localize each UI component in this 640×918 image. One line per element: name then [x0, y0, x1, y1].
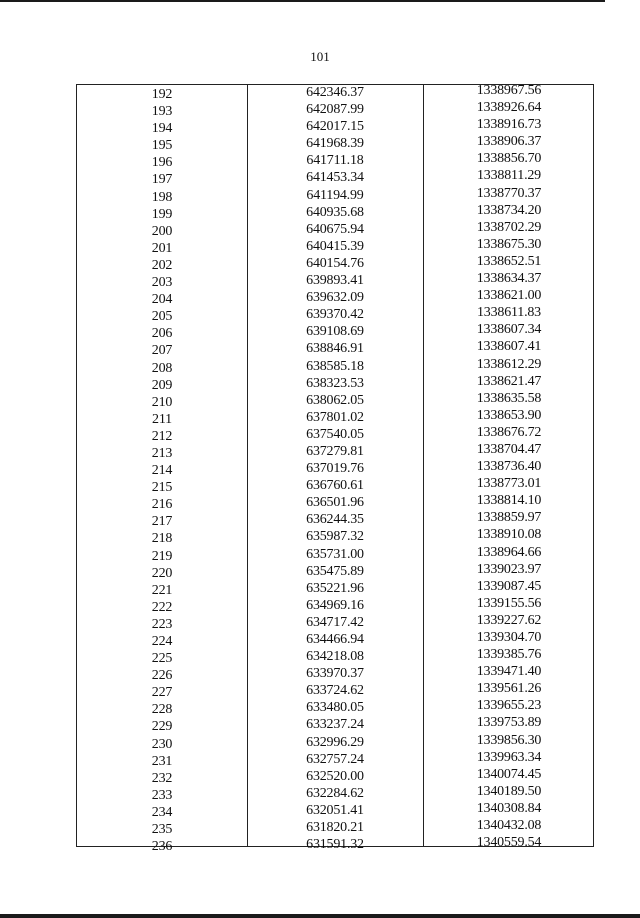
x-coordinate-cell: 636760.61: [306, 478, 364, 494]
point-number-cell: 214: [151, 463, 173, 479]
point-number-cell: 229: [151, 719, 173, 735]
y-coordinate-cell: 1338859.97: [476, 510, 542, 526]
x-coordinate-cell: 635475.89: [306, 563, 364, 579]
x-coordinate-cell: 632757.24: [306, 751, 364, 767]
point-number-cell: 230: [151, 736, 173, 752]
scan-edge-top: [0, 0, 640, 2]
x-coordinate-cell: 639370.42: [306, 307, 364, 323]
point-number-cell: 211: [152, 411, 172, 427]
y-coordinate-cell: 1338814.10: [476, 493, 542, 509]
point-number-cell: 231: [151, 753, 173, 769]
point-number-cell: 212: [151, 428, 173, 444]
point-number-cell: 197: [151, 172, 173, 188]
x-coordinate-cell: 634969.16: [306, 597, 364, 613]
y-coordinate-cell: 1338906.37: [476, 134, 542, 150]
y-coordinate-cell: 1339655.23: [476, 698, 542, 714]
y-coordinate-cell: 1338964.66: [476, 544, 542, 560]
point-number-cell: 198: [151, 189, 173, 205]
y-coordinate-cell: 1338910.08: [476, 527, 542, 543]
y-coordinate-cell: 1339753.89: [476, 715, 542, 731]
x-coordinate-cell: 632051.41: [306, 802, 364, 818]
x-coordinate-cell: 642017.15: [306, 119, 364, 135]
point-number-cell: 221: [151, 582, 173, 598]
point-number-cell: 235: [151, 822, 173, 838]
y-coordinate-cell: 1340189.50: [476, 783, 542, 799]
y-coordinate-cell: 1339385.76: [476, 647, 542, 663]
x-coordinate-cell: 635731.00: [306, 546, 364, 562]
point-number-cell: 194: [151, 121, 173, 137]
x-coordinate-cell: 633237.24: [306, 717, 364, 733]
point-number-cell: 224: [151, 634, 173, 649]
x-coordinate-cell: 634717.42: [306, 614, 364, 630]
point-number-cell: 233: [151, 787, 173, 803]
y-coordinate-cell: 1339561.26: [476, 681, 542, 697]
x-coordinate-cell: 642346.37: [306, 85, 364, 100]
y-coordinate-cell: 1338652.51: [476, 253, 542, 269]
y-coordinate-cell: 1338676.72: [476, 424, 542, 440]
point-number-cell: 205: [151, 309, 173, 325]
table-body: [77, 85, 593, 854]
y-coordinate-cell: 1339087.45: [476, 578, 542, 594]
y-coordinate-cell: 1339227.62: [476, 612, 542, 628]
point-number-cell: 234: [151, 804, 173, 820]
x-coordinate-cell: 638585.18: [306, 358, 364, 374]
x-coordinate-cell: 637019.76: [306, 461, 364, 477]
y-coordinate-cell: 1339155.56: [476, 595, 542, 611]
y-coordinate-cell: 1338653.90: [476, 407, 542, 423]
y-coordinate-cell: 1338621.47: [476, 373, 542, 389]
y-coordinate-cell: 1338773.01: [476, 476, 542, 492]
point-number-cell: 227: [151, 685, 173, 701]
y-coordinate-cell: 1338621.00: [476, 288, 542, 304]
x-coordinate-cell: 638846.91: [306, 341, 364, 357]
point-number-cell: 220: [151, 565, 173, 581]
x-coordinate-cell: 633970.37: [306, 666, 364, 682]
x-coordinate-cell: 634466.94: [306, 632, 364, 647]
y-coordinate-cell: 1338607.34: [476, 322, 542, 338]
x-coordinate-cell: 640935.68: [306, 204, 364, 220]
point-number-cell: 236: [151, 839, 173, 855]
x-coordinate-cell: 641194.99: [306, 187, 364, 203]
point-number-cell: 200: [151, 223, 173, 239]
y-coordinate-cell: 1338967.56: [476, 83, 542, 98]
point-number-cell: 193: [151, 104, 173, 120]
y-coordinate-cell: 1338635.58: [476, 390, 542, 406]
x-coordinate-cell: 632996.29: [306, 734, 364, 750]
point-number-cell: 226: [151, 668, 173, 684]
y-coordinate-cell: 1338634.37: [476, 271, 542, 287]
x-coordinate-cell: 641711.18: [306, 153, 364, 169]
point-number-cell: 192: [151, 87, 173, 102]
coordinate-table: [76, 83, 594, 855]
point-number-cell: 209: [151, 377, 173, 393]
x-coordinate-cell: 632520.00: [306, 768, 364, 784]
point-number-cell: 203: [151, 275, 173, 291]
x-coordinate-cell: 641968.39: [306, 136, 364, 152]
x-coordinate-cell: 638323.53: [306, 375, 364, 391]
x-coordinate-cell: 638062.05: [306, 392, 364, 408]
x-coordinate-cell: 640675.94: [306, 221, 364, 237]
x-coordinate-cell: 636244.35: [306, 512, 364, 528]
y-coordinate-cell: 1340432.08: [476, 818, 542, 834]
scan-edge-bottom: [0, 914, 640, 918]
y-coordinate-cell: 1338675.30: [476, 236, 542, 252]
point-number-cell: 195: [151, 138, 173, 154]
point-number-cell: 218: [151, 531, 173, 547]
y-coordinate-cell: 1338702.29: [476, 219, 542, 235]
y-coordinate-cell: 1338704.47: [476, 441, 542, 457]
point-number-cell: 202: [151, 257, 173, 273]
point-number-cell: 199: [151, 206, 173, 222]
x-coordinate-cell: 632284.62: [306, 785, 364, 801]
y-coordinate-cell: 1338734.20: [476, 202, 542, 218]
y-coordinate-cell: 1340074.45: [476, 766, 542, 782]
point-number-cell: 215: [151, 480, 173, 496]
point-number-cell: 217: [151, 514, 173, 530]
page-number: 101: [310, 49, 330, 64]
x-coordinate-cell: 640415.39: [306, 238, 364, 254]
y-coordinate-cell: 1338736.40: [476, 459, 542, 475]
scan-edge-gap: [605, 0, 640, 20]
point-number-cell: 216: [151, 497, 173, 513]
y-coordinate-cell: 1338926.64: [476, 100, 542, 116]
x-coordinate-cell: 637801.02: [306, 409, 364, 425]
x-coordinate-cell: 633480.05: [306, 700, 364, 716]
y-coordinate-cell: 1338611.83: [477, 305, 541, 321]
y-coordinate-cell: 1338856.70: [476, 151, 542, 167]
point-number-cell: 232: [151, 770, 173, 786]
y-coordinate-cell: 1338811.29: [477, 168, 541, 184]
x-coordinate-cell: 635987.32: [306, 529, 364, 545]
point-number-cell: 223: [151, 616, 173, 632]
point-number-cell: 201: [151, 240, 173, 256]
point-number-cell: 228: [151, 702, 173, 718]
y-coordinate-cell: 1339304.70: [476, 630, 542, 645]
point-number-cell: 219: [151, 548, 173, 564]
x-coordinate-cell: 633724.62: [306, 683, 364, 699]
point-number-cell: 207: [151, 343, 173, 359]
x-coordinate-cell: 636501.96: [306, 495, 364, 511]
point-number-cell: 210: [151, 394, 173, 410]
y-coordinate-cell: 1338607.41: [476, 339, 542, 355]
y-coordinate-cell: 1339856.30: [476, 732, 542, 748]
y-coordinate-cell: 1339471.40: [476, 664, 542, 680]
point-number-cell: 213: [151, 445, 173, 461]
x-coordinate-cell: 639893.41: [306, 273, 364, 289]
y-coordinate-cell: 1338612.29: [476, 356, 542, 372]
y-coordinate-cell: 1339023.97: [476, 561, 542, 577]
x-coordinate-cell: 639632.09: [306, 290, 364, 306]
x-coordinate-cell: 631591.32: [306, 837, 364, 853]
y-coordinate-cell: 1339963.34: [476, 749, 542, 765]
x-coordinate-cell: 641453.34: [306, 170, 364, 186]
point-number-cell: 196: [151, 155, 173, 171]
point-number-cell: 222: [151, 599, 173, 615]
y-coordinate-cell: 1338770.37: [476, 185, 542, 201]
table-row: [77, 837, 593, 854]
x-coordinate-cell: 631820.21: [306, 820, 364, 836]
x-coordinate-cell: 639108.69: [306, 324, 364, 340]
point-number-cell: 225: [151, 651, 173, 667]
y-coordinate-cell: 1340559.54: [476, 835, 542, 851]
x-coordinate-cell: 637540.05: [306, 426, 364, 442]
point-number-cell: 206: [151, 326, 173, 342]
point-number-cell: 204: [151, 292, 173, 308]
y-coordinate-cell: 1340308.84: [476, 800, 542, 816]
x-coordinate-cell: 635221.96: [306, 580, 364, 596]
y-coordinate-cell: 1338916.73: [476, 117, 542, 133]
x-coordinate-cell: 642087.99: [306, 102, 364, 118]
x-coordinate-cell: 640154.76: [306, 255, 364, 271]
point-number-cell: 208: [151, 360, 173, 376]
x-coordinate-cell: 637279.81: [306, 443, 364, 459]
x-coordinate-cell: 634218.08: [306, 649, 364, 665]
